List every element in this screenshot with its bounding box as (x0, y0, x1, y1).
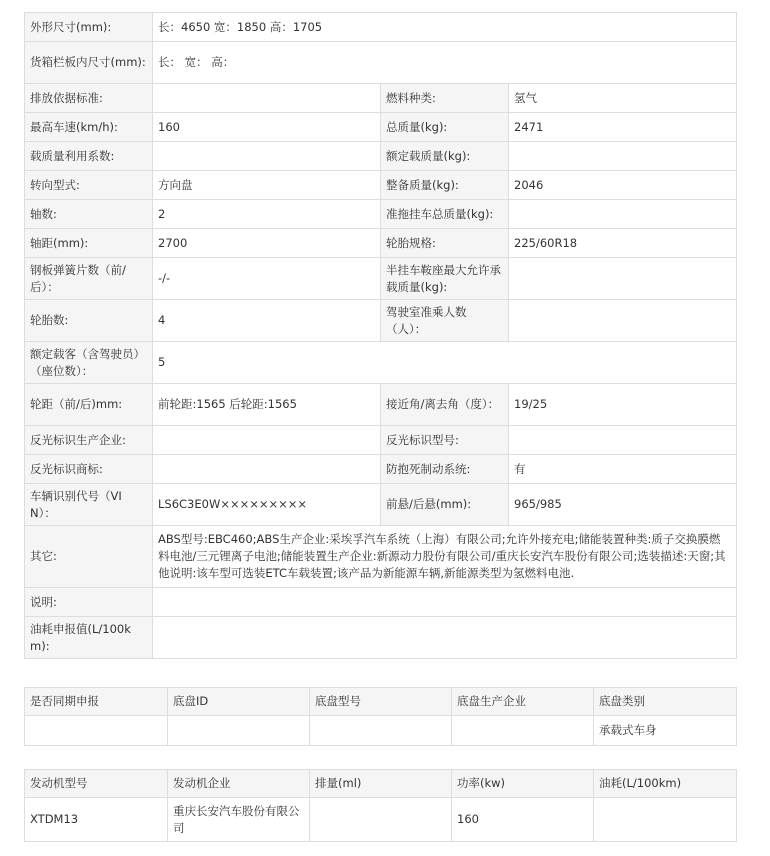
chassis-table (24, 687, 737, 746)
fuel-report-value (153, 617, 737, 659)
spec-row (25, 426, 737, 455)
spec-value: 前轮距:1565 后轮距:1565 (153, 384, 381, 426)
column-header: 功率(kw) (452, 770, 594, 798)
seats-value: 5 (153, 342, 737, 384)
table-row (25, 798, 737, 842)
column-header: 底盘ID (168, 688, 310, 716)
spec-label: 轴数: (25, 200, 153, 229)
spec-value: 160 (153, 113, 381, 142)
spec-value: 2046 (509, 171, 737, 200)
spec-row (25, 84, 737, 113)
vehicle-spec-table (24, 12, 737, 659)
spec-value: 225/60R18 (509, 229, 737, 258)
spec-label: 驾驶室准乘人数（人）： (381, 300, 509, 342)
column-header: 排量(ml) (310, 770, 452, 798)
spec-value: -/- (153, 258, 381, 300)
spec-label: 轮胎数: (25, 300, 153, 342)
spec-value (153, 426, 381, 455)
spec-label: 轴距(mm): (25, 229, 153, 258)
spec-label: 反光标识型号: (381, 426, 509, 455)
spec-label: 半挂车鞍座最大允许承载质量(kg): (381, 258, 509, 300)
column-header: 是否同期申报 (25, 688, 168, 716)
column-header: 底盘型号 (310, 688, 452, 716)
spec-label: 防抱死制动系统: (381, 455, 509, 484)
spec-value: 2471 (509, 113, 737, 142)
cargo-dimensions-value: 长： 宽： 高： (153, 42, 737, 84)
table-cell (310, 798, 452, 842)
table-cell: 160 (452, 798, 594, 842)
spec-row-note (25, 588, 737, 617)
table-cell: 承载式车身 (594, 716, 737, 746)
spec-label: 接近角/离去角（度）： (381, 384, 509, 426)
spec-value: 965/985 (509, 484, 737, 526)
engine-header-row (25, 770, 737, 798)
spec-value (509, 300, 737, 342)
spec-row (25, 455, 737, 484)
spec-row (25, 300, 737, 342)
table-cell: XTDM13 (25, 798, 168, 842)
spec-value: 2700 (153, 229, 381, 258)
chassis-header-row (25, 688, 737, 716)
spec-row (25, 384, 737, 426)
cargo-dimensions-label: 货箱栏板内尺寸(mm): (25, 42, 153, 84)
spec-value: 方向盘 (153, 171, 381, 200)
spec-value: 有 (509, 455, 737, 484)
dimensions-value: 长：4650 宽：1850 高：1705 (153, 13, 737, 42)
spec-value: 19/25 (509, 384, 737, 426)
spec-row (25, 171, 737, 200)
table-row (25, 716, 737, 746)
column-header: 底盘类别 (594, 688, 737, 716)
table-cell (452, 716, 594, 746)
column-header: 发动机型号 (25, 770, 168, 798)
spec-label: 转向型式: (25, 171, 153, 200)
spec-row-other (25, 526, 737, 588)
other-value: ABS型号:EBC460;ABS生产企业:采埃孚汽车系统（上海）有限公司;允许外接充电;储能装置种类:质子交换膜燃料电池/三元锂离子电池;储能装置生产企业:新源动力股份有限公司/重庆长安汽车股份有限公司;选装描述:天窗;其他说明:该车型可选装ETC车载装置;该产品为新能源车辆,新能源类型为氢燃料电池. (153, 526, 737, 588)
vin-value: LS6C3E0W××××××××× (153, 484, 381, 526)
spec-value (509, 142, 737, 171)
column-header: 油耗(L/100km) (594, 770, 737, 798)
spec-value (509, 426, 737, 455)
spec-row (25, 113, 737, 142)
table-cell: 重庆长安汽车股份有限公司 (168, 798, 310, 842)
note-value (153, 588, 737, 617)
spec-label: 轮距（前/后)mm: (25, 384, 153, 426)
spec-row-fuel-report (25, 617, 737, 659)
spec-row (25, 142, 737, 171)
spec-row (25, 200, 737, 229)
spec-value: 4 (153, 300, 381, 342)
spec-label: 钢板弹簧片数（前/后）： (25, 258, 153, 300)
spec-row-cargo (25, 42, 737, 84)
spec-value: 氢气 (509, 84, 737, 113)
table-cell (25, 716, 168, 746)
table-cell (310, 716, 452, 746)
spec-row (25, 484, 737, 526)
spec-label: 前悬/后悬(mm): (381, 484, 509, 526)
other-label: 其它: (25, 526, 153, 588)
spec-label: 轮胎规格: (381, 229, 509, 258)
spec-value (509, 258, 737, 300)
table-cell (594, 798, 737, 842)
spec-label: 整备质量(kg): (381, 171, 509, 200)
spec-label: 反光标识生产企业: (25, 426, 153, 455)
spec-value: 2 (153, 200, 381, 229)
spec-label: 准拖挂车总质量(kg): (381, 200, 509, 229)
fuel-report-label: 油耗申报值(L/100km): (25, 617, 153, 659)
spec-label: 载质量利用系数: (25, 142, 153, 171)
table-cell (168, 716, 310, 746)
spec-row-seats (25, 342, 737, 384)
seats-label: 额定载客（含驾驶员）（座位数）： (25, 342, 153, 384)
spec-value (509, 200, 737, 229)
spec-label: 排放依据标准: (25, 84, 153, 113)
column-header: 底盘生产企业 (452, 688, 594, 716)
spec-row (25, 258, 737, 300)
spec-label: 最高车速(km/h): (25, 113, 153, 142)
spec-label: 额定载质量(kg): (381, 142, 509, 171)
engine-table (24, 769, 737, 842)
spec-value (153, 455, 381, 484)
column-header: 发动机企业 (168, 770, 310, 798)
spec-label: 燃料种类: (381, 84, 509, 113)
spec-label: 总质量(kg): (381, 113, 509, 142)
note-label: 说明: (25, 588, 153, 617)
spec-row (25, 229, 737, 258)
spec-value (153, 142, 381, 171)
spec-value (153, 84, 381, 113)
dimensions-label: 外形尺寸(mm): (25, 13, 153, 42)
spec-label: 反光标识商标: (25, 455, 153, 484)
spec-label: 车辆识别代号（VIN）： (25, 484, 153, 526)
spec-row-dimensions (25, 13, 737, 42)
